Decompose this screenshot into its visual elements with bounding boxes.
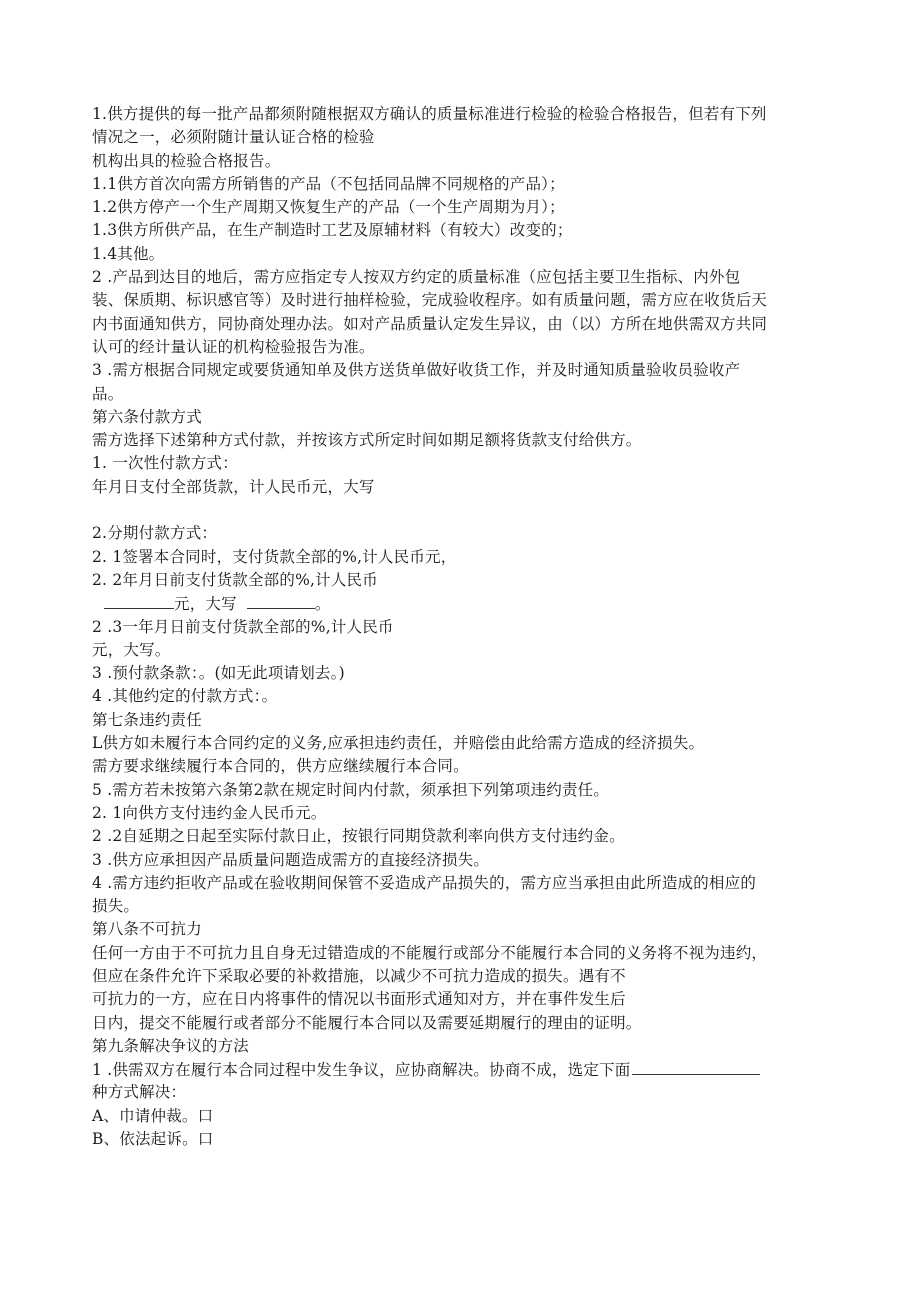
text-fragment: 。 [314,595,331,614]
text-line-with-blanks [92,592,832,615]
text-line: 种方式解决： [92,1083,187,1102]
text-line: 5 .需方若未按第六条第2款在规定时间内付款，须承担下列第项违约责任。 [92,780,610,799]
text-line: 2.分期付款方式： [92,524,218,543]
text-line: 需方要求继续履行本合同的，供方应继续履行本合同。 [92,757,469,776]
checkbox-icon[interactable]: 口 [197,1106,214,1125]
text-fragment: 元，大写 [174,595,237,614]
text-line: 内书面通知供方，同协商处理办法。如对产品质量认定发生异议，由（以）方所在地供需双方共同 [92,314,768,333]
text-line: 2 .2自延期之日起至实际付款日止，按银行同期贷款利率向供方支付违约金。 [92,827,625,846]
option-line [92,1128,832,1151]
text-line: 年月日支付全部货款，计人民币元，大写 [92,477,375,496]
contract-page [92,103,832,1151]
text-line: 损失。 [92,897,140,916]
text-line: 3 .需方根据合同规定或要货通知单及供方送货单做好收货工作，并及时通知质量验收员验收产 [92,361,741,380]
text-line: 情况之一，必须附随计量认证合格的检验 [92,128,375,147]
text-line: 日内，提交不能履行或者部分不能履行本合同以及需要延期履行的理由的证明。 [92,1013,642,1032]
section-heading: 第八条不可抗力 [92,920,202,939]
text-line: 2. 1签署本合同时，支付货款全部的%,计人民币元， [92,547,457,566]
text-line: 1.1供方首次向需方所销售的产品（不包括同品牌不同规格的产品）； [92,174,565,193]
text-line: 1.3供方所供产品，在生产制造时工艺及原辅材料（有较大）改变的； [92,221,573,240]
text-line: 可抗力的一方，应在日内将事件的情况以书面形式通知对方，并在事件发生后 [92,990,626,1009]
text-line: 2 .3一年月日前支付货款全部的%,计人民币 [92,617,394,636]
blank-line [92,499,832,522]
section-heading: 第六条付款方式 [92,407,202,426]
option-label: A、巾请仲裁。 [92,1106,198,1125]
text-line: 4 .需方违约拒收产品或在验收期间保管不妥造成产品损失的，需方应当承担由此所造成的相应的 [92,873,757,892]
text-line: 2 .产品到达目的地后，需方应指定专人按双方约定的质量标准（应包括主要卫生指标、内外包 [92,268,741,287]
text-line: 元，大写。 [92,640,171,659]
text-line: 2. 2年月日前支付货款全部的%,计人民币 [92,570,378,589]
text-line: 3 .预付款条款：。(如无此项请划去。) [92,664,345,683]
fill-blank[interactable] [247,592,315,609]
text-fragment: 1 .供需双方在履行本合同过程中发生争议，应协商解决。协商不成，选定下面 [92,1061,631,1080]
text-line: 3 .供方应承担因产品质量问题造成需方的直接经济损失。 [92,850,490,869]
text-line: 任何一方由于不可抗力且自身无过错造成的不能履行或部分不能履行本合同的义务将不视为违约， [92,943,768,962]
text-line: 1.供方提供的每一批产品都须附随根据双方确认的质量标准进行检验的检验合格报告，但若有下列 [92,105,767,123]
text-line: 但应在条件允许下采取必要的补救措施，以减少不可抗力造成的损失。遇有不 [92,966,626,985]
text-line: 装、保质期、标识感官等）及时进行抽样检验，完成验收程序。如有质量问题，需方应在收货后天 [92,291,768,310]
section-heading: 第七条违约责任 [92,710,202,729]
fill-blank[interactable] [632,1058,760,1075]
checkbox-icon[interactable]: 口 [197,1130,214,1149]
text-line: 1.2供方停产一个生产周期又恢复生产的产品（一个生产周期为月）； [92,198,565,217]
section-heading: 第九条解决争议的方法 [92,1036,250,1055]
text-line: 2. 1向供方支付违约金人民币元。 [92,803,327,822]
text-line: 品。 [92,384,124,403]
text-line: 1. 一次性付款方式： [92,454,238,473]
text-line: 认可的经计量认证的机构检验报告为准。 [92,337,375,356]
text-line: 4 .其他约定的付款方式：。 [92,687,278,706]
text-line: 需方选择下述第种方式付款，并按该方式所定时间如期足额将货款支付给供方。 [92,431,642,450]
option-line [92,1105,832,1128]
text-line: 1.4其他。 [92,244,165,263]
option-label: B、依法起诉。 [92,1130,198,1149]
fill-blank[interactable] [104,592,174,609]
text-line: L供方如未履行本合同约定的义务,应承担违约责任，并赔偿由此给需方造成的经济损失。 [92,734,705,753]
text-line-with-blank [92,1058,832,1081]
text-line: 机构出具的检验合格报告。 [92,151,281,170]
